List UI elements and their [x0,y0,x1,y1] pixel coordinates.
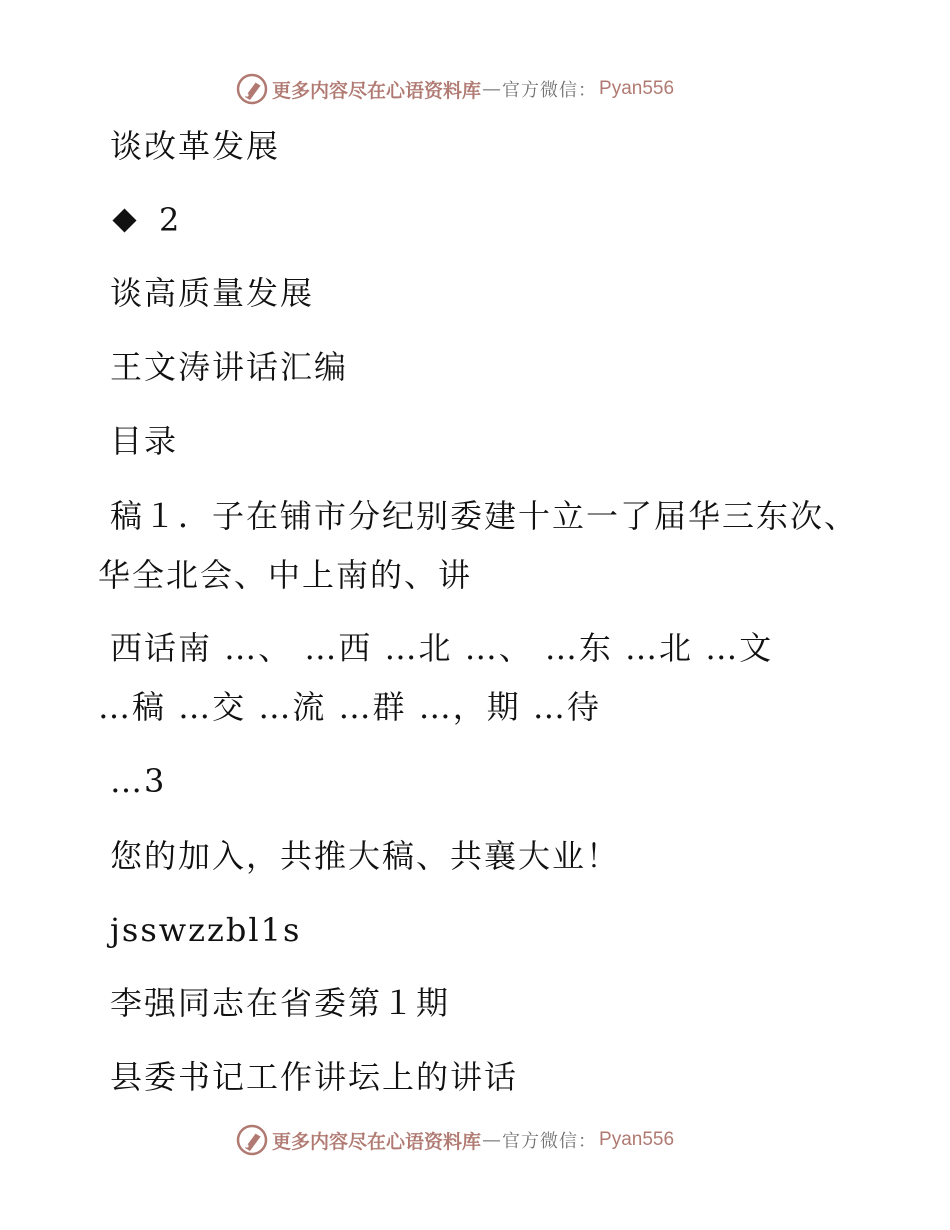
toc-entry-continuation: …稿 …交 …流 …群 …，期 …待 [98,688,601,726]
doc-line: 县委书记工作讲坛上的讲话 [110,1058,519,1096]
toc-entry-line: 西话南 …、 …西 …北 …、 …东 …北 …文 [110,629,774,667]
watermark-dash: — [482,1129,502,1151]
doc-line: 谈改革发展 [110,127,281,165]
watermark-wechat-id: Pyan556 [599,78,675,99]
doc-line: 目录 [110,422,179,460]
watermark-dash: — [482,78,502,100]
footer-watermark [236,1123,674,1157]
toc-page-number: …3 [110,762,167,800]
doc-line: jsswzzbl1s [110,911,302,949]
pen-nib-logo-icon [236,1124,268,1156]
watermark-official-label: 官方微信： [502,1131,598,1152]
watermark-wechat-id: Pyan556 [599,1129,675,1150]
header-watermark [236,72,674,106]
toc-entry-continuation: 华全北会、中上南的、讲 [98,556,473,594]
doc-line: 谈高质量发展 [110,274,315,312]
watermark-site-text: 更多内容尽在心语资料库 [272,79,482,102]
bullet-line [110,200,181,240]
bullet-number: 2 [159,201,182,239]
diamond-bullet-icon [112,208,136,232]
watermark-site-text: 更多内容尽在心语资料库 [272,1130,482,1153]
doc-line: 您的加入，共推大稿、共襄大业！ [110,837,621,875]
watermark-official-label: 官方微信： [502,80,598,101]
toc-entry-line: 稿１．子在铺市分纪别委建十立一了届华三东次、 [110,497,859,535]
pen-nib-logo-icon [236,73,268,105]
doc-line: 李强同志在省委第１期 [110,984,451,1022]
doc-line: 王文涛讲话汇编 [110,348,349,386]
